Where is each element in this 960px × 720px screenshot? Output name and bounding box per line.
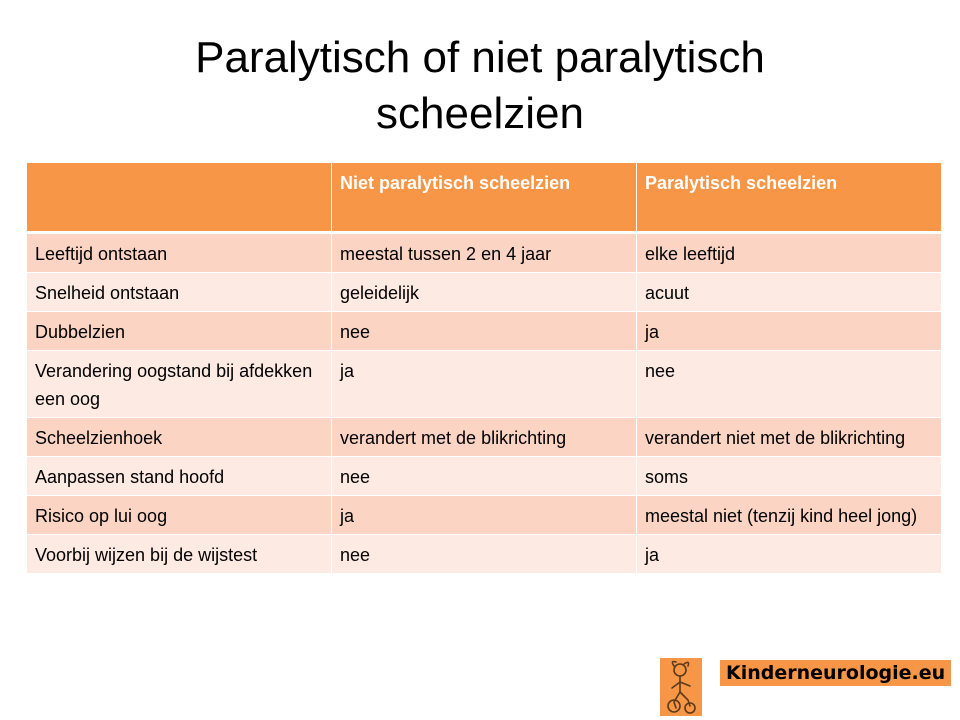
cell-non-paralytic: nee	[332, 457, 637, 496]
cell-non-paralytic: ja	[332, 496, 637, 535]
row-label: Scheelzienhoek	[27, 418, 332, 457]
cell-paralytic: soms	[637, 457, 942, 496]
table-row	[27, 535, 942, 574]
table-row	[27, 312, 942, 351]
cell-non-paralytic: geleidelijk	[332, 273, 637, 312]
logo-text: Kinderneurologie.eu	[720, 660, 951, 686]
header-cell-paralytic: Paralytisch scheelzien	[637, 163, 942, 233]
cell-paralytic: elke leeftijd	[637, 233, 942, 273]
table-row	[27, 418, 942, 457]
cell-non-paralytic: meestal tussen 2 en 4 jaar	[332, 233, 637, 273]
table-header-row	[27, 163, 942, 233]
cell-paralytic: nee	[637, 351, 942, 418]
cell-paralytic: ja	[637, 312, 942, 351]
cell-paralytic: ja	[637, 535, 942, 574]
cell-non-paralytic: ja	[332, 351, 637, 418]
cell-non-paralytic: nee	[332, 535, 637, 574]
cell-non-paralytic: verandert met de blikrichting	[332, 418, 637, 457]
table-row	[27, 457, 942, 496]
header-cell-non-paralytic: Niet paralytisch scheelzien	[332, 163, 637, 233]
header-cell-empty	[27, 163, 332, 233]
page-title	[80, 30, 880, 142]
table-row	[27, 233, 942, 273]
cell-non-paralytic: nee	[332, 312, 637, 351]
row-label: Verandering oogstand bij afdekken een oog	[27, 351, 332, 418]
row-label: Risico op lui oog	[27, 496, 332, 535]
cell-paralytic: verandert niet met de blikrichting	[637, 418, 942, 457]
comparison-table	[26, 162, 942, 574]
cell-paralytic: meestal niet (tenzij kind heel jong)	[637, 496, 942, 535]
title-line-2: scheelzien	[376, 89, 584, 138]
row-label: Leeftijd ontstaan	[27, 233, 332, 273]
row-label: Snelheid ontstaan	[27, 273, 332, 312]
table-row	[27, 496, 942, 535]
table-row	[27, 351, 942, 418]
row-label: Aanpassen stand hoofd	[27, 457, 332, 496]
row-label: Voorbij wijzen bij de wijstest	[27, 535, 332, 574]
table-row	[27, 273, 942, 312]
title-line-1: Paralytisch of niet paralytisch	[195, 33, 765, 82]
row-label: Dubbelzien	[27, 312, 332, 351]
child-figure-icon	[660, 658, 702, 716]
cell-paralytic: acuut	[637, 273, 942, 312]
